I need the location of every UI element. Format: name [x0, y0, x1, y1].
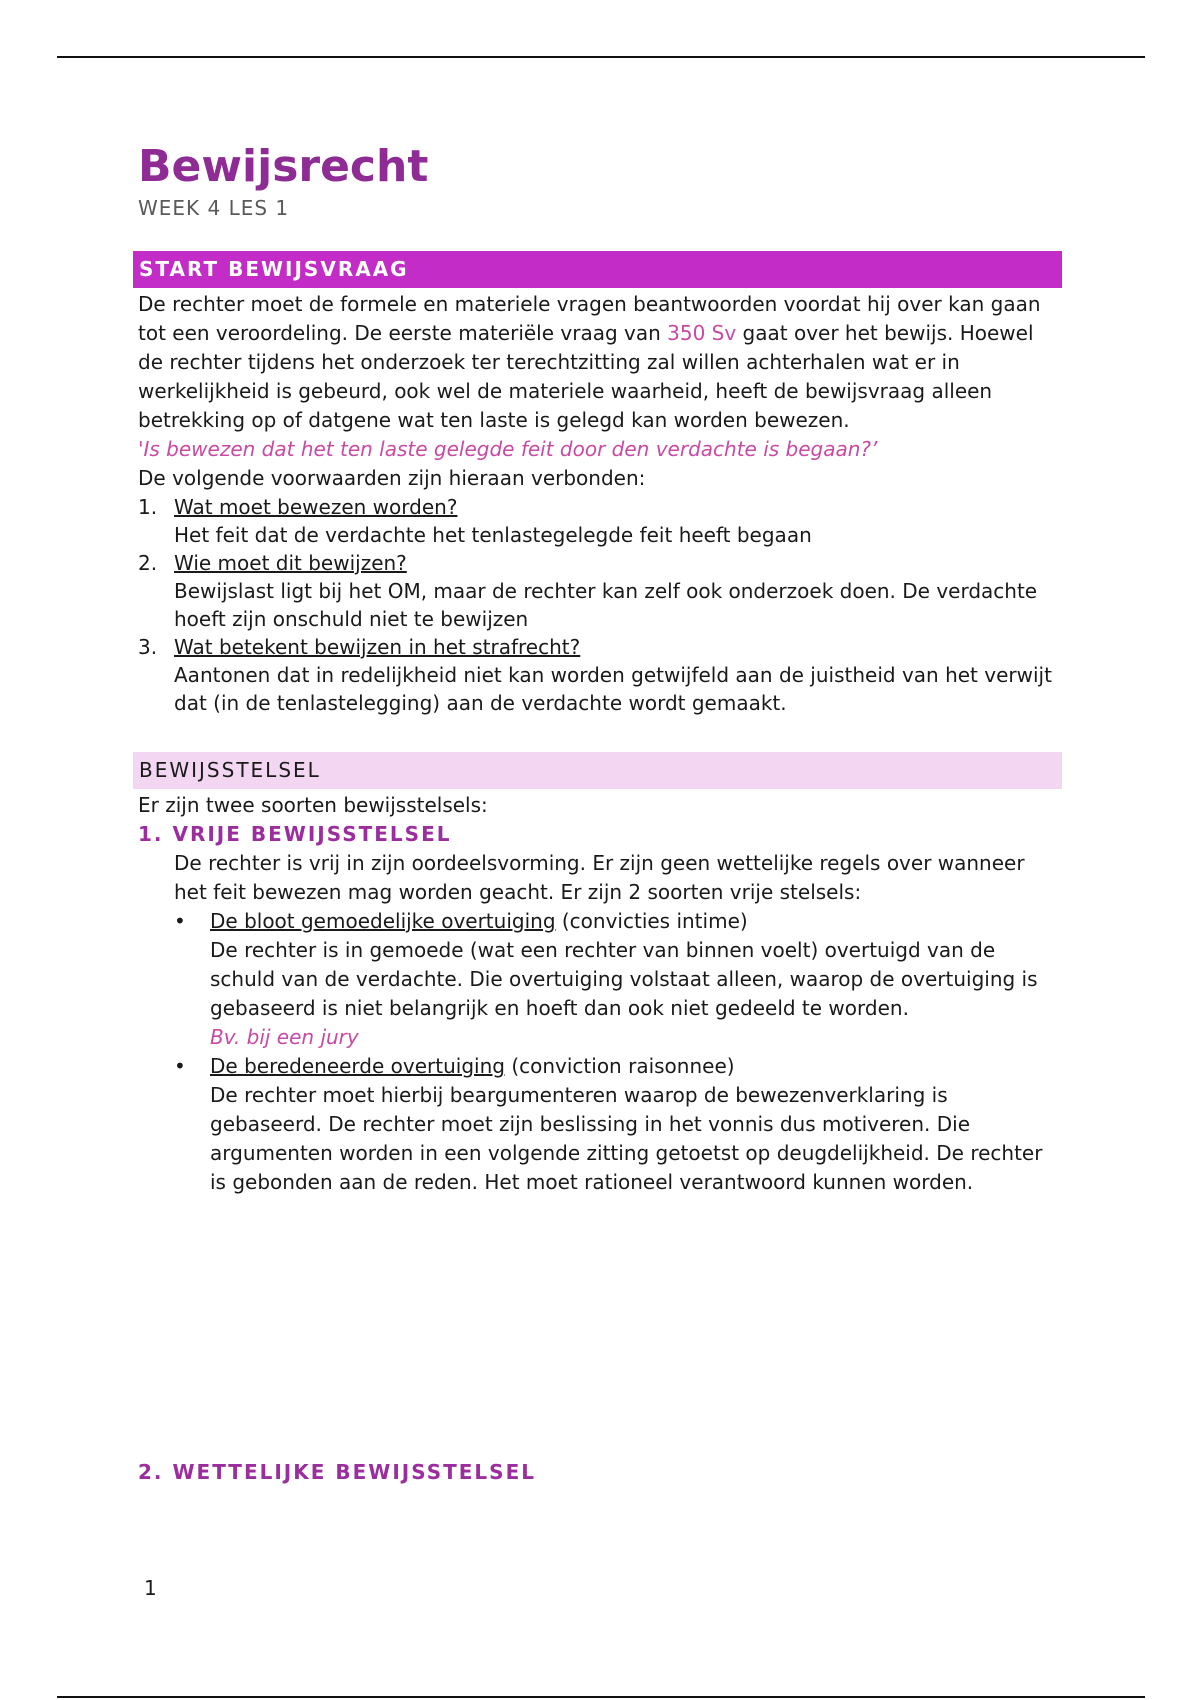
- bullet-title-line: [210, 1052, 1062, 1081]
- item-number: 2.: [138, 551, 158, 575]
- bullet-title: De beredeneerde overtuiging: [210, 1054, 505, 1078]
- item-text: Aantonen dat in redelijkheid niet kan worden getwijfeld aan de juistheid van het verwijt dat (in de tenlastelegging) aan de verdachte wordt gemaakt.: [174, 663, 1052, 715]
- bullet-title-line: [210, 907, 1062, 936]
- section1-paragraph: [138, 290, 1062, 435]
- condition-item: [138, 633, 1062, 717]
- section-heading-bewijsstelsel: BEWIJSSTELSEL: [133, 752, 1062, 789]
- section2-intro: Er zijn twee soorten bewijsstelsels:: [138, 793, 488, 817]
- page-content: [138, 140, 1062, 1197]
- article-reference: 350 Sv: [667, 321, 737, 345]
- header-rule: [57, 56, 1145, 58]
- condition-item: [138, 549, 1062, 633]
- para-text-b: gaat over het bewijs. Hoewel de rechter tijdens het onderzoek ter terechtzitting zal willen achterhalen wat er in werkelijkheid is gebeurd, ook wel de materiele waarheid, heeft de bewijsvraag alleen betrekking op of datgene wat ten laste is gelegd kan worden bewezen.: [138, 321, 1034, 432]
- quote-line: 'Is bewezen dat het ten laste gelegde feit door den verdachte is begaan?’: [138, 437, 878, 461]
- conditions-list: [138, 493, 1062, 717]
- bullet-title: De bloot gemoedelijke overtuiging: [210, 909, 556, 933]
- item-title: Wat betekent bewijzen in het strafrecht?: [174, 635, 581, 659]
- bullet-icon: •: [174, 1054, 186, 1078]
- document-title: Bewijsrecht: [138, 141, 429, 192]
- item-number: 3.: [138, 635, 158, 659]
- section-heading-start-bewijsvraag: START BEWIJSVRAAG: [133, 251, 1062, 288]
- item-text: Het feit dat de verdachte het tenlastegelegde feit heeft begaan: [174, 523, 812, 547]
- para-text-a: De rechter moet de formele en materiele vragen beantwoorden voordat hij over kan gaan tot een veroordeling. De eerste materiële vraag van: [138, 292, 1041, 345]
- conditions-intro: De volgende voorwaarden zijn hieraan verbonden:: [138, 466, 646, 490]
- subsection-heading-wettelijke: 2. WETTELIJKE BEWIJSSTELSEL: [138, 1460, 536, 1484]
- bullet-list: [174, 907, 1062, 1197]
- bullet-icon: •: [174, 909, 186, 933]
- bullet-text: De rechter moet hierbij beargumenteren waarop de bewezenverklaring is gebaseerd. De rechter moet zijn beslissing in het vonnis dus motiveren. Die argumenten worden in een volgende zitting getoetst op deugdelijkheid. De rechter is gebonden aan de reden. Het moet rationeel verantwoord kunnen worden.: [210, 1083, 1043, 1194]
- document-subtitle: WEEK 4 LES 1: [138, 196, 290, 220]
- item-title: Wie moet dit bewijzen?: [174, 551, 407, 575]
- bullet-note: (convicties intime): [555, 909, 748, 933]
- bullet-note: (conviction raisonnee): [504, 1054, 735, 1078]
- footer-rule: [57, 1696, 1145, 1698]
- bullet-container: [138, 907, 1062, 1197]
- subsection-text: De rechter is vrij in zijn oordeelsvorming. Er zijn geen wettelijke regels over wanneer het feit bewezen mag worden geacht. Er zijn 2 soorten vrije stelsels:: [174, 851, 1025, 904]
- bullet-item: [174, 907, 1062, 1052]
- page-number: 1: [144, 1576, 157, 1600]
- condition-item: [138, 493, 1062, 549]
- item-text: Bewijslast ligt bij het OM, maar de rechter kan zelf ook onderzoek doen. De verdachte hoeft zijn onschuld niet te bewijzen: [174, 579, 1038, 631]
- bullet-text: De rechter is in gemoede (wat een rechter van binnen voelt) overtuigd van de schuld van de verdachte. Die overtuiging volstaat alleen, waarop de overtuiging is gebaseerd is niet belangrijk en hoeft dan ook niet gedeeld te worden.: [210, 938, 1038, 1020]
- subsection-heading-vrije: 1. VRIJE BEWIJSSTELSEL: [138, 822, 452, 846]
- item-number: 1.: [138, 495, 158, 519]
- bullet-item: [174, 1052, 1062, 1197]
- item-title: Wat moet bewezen worden?: [174, 495, 458, 519]
- bullet-example: Bv. bij een jury: [210, 1025, 359, 1049]
